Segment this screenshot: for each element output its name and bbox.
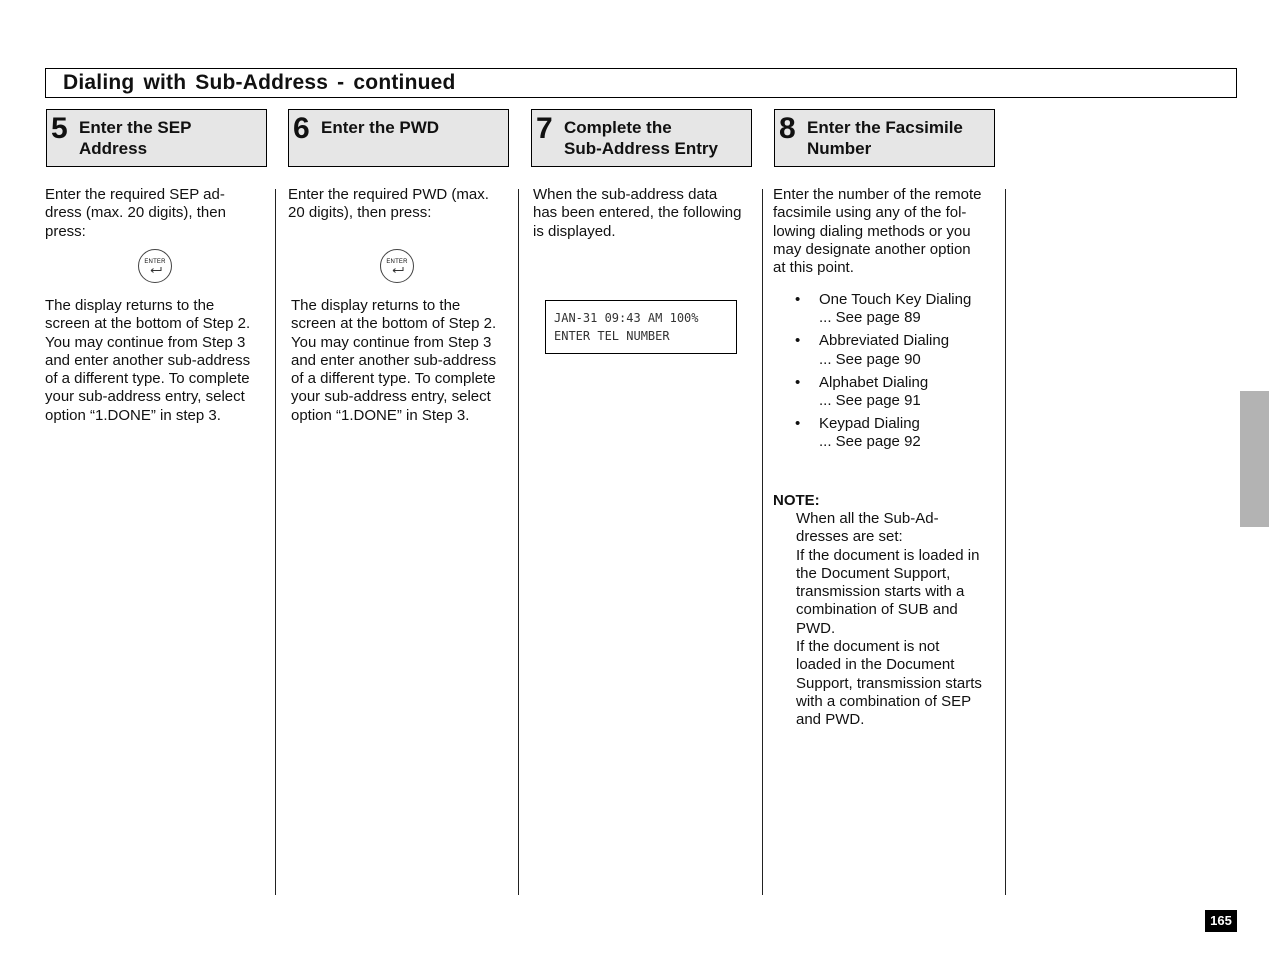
text-line: screen at the bottom of Step 2.	[45, 315, 251, 333]
text-line: and PWD.	[796, 711, 865, 729]
text-line: your sub-address entry, select	[45, 388, 245, 406]
column-divider	[762, 189, 763, 895]
step-5-header	[46, 109, 267, 167]
step-number: 5	[51, 112, 68, 145]
text-line: dresses are set:	[796, 528, 903, 546]
method-name: Keypad Dialing	[819, 414, 920, 432]
text-line: You may continue from Step 3	[291, 333, 492, 351]
step-title-line: Sub-Address Entry	[564, 139, 718, 158]
list-item	[795, 374, 995, 411]
step-number: 6	[293, 112, 310, 145]
text-line: screen at the bottom of Step 2.	[291, 315, 497, 333]
bullet-icon: •	[795, 332, 801, 350]
text-line: You may continue from Step 3	[45, 333, 246, 351]
text-line: has been entered, the following	[533, 204, 742, 222]
dialing-methods-list	[795, 291, 995, 456]
method-name: Alphabet Dialing	[819, 373, 929, 391]
step-title	[564, 117, 718, 159]
bullet-icon: •	[795, 414, 801, 432]
step-8-intro	[773, 186, 1003, 277]
step-title-line: Number	[807, 139, 872, 158]
step-title-line: Enter the PWD	[321, 118, 440, 137]
text-line: loaded in the Document	[796, 656, 955, 674]
text-line: and enter another sub-address	[45, 351, 251, 369]
method-name: One Touch Key Dialing	[819, 291, 972, 308]
list-item	[795, 415, 995, 452]
text-line: lowing dialing methods or you	[773, 222, 971, 240]
display-line: JAN-31 09:43 AM 100%	[554, 311, 699, 325]
note-label: NOTE:	[773, 492, 820, 509]
text-line: When the sub-address data	[533, 186, 718, 203]
column-divider	[518, 189, 519, 895]
bullet-icon: •	[795, 373, 801, 391]
text-line: transmission starts with a	[796, 583, 965, 601]
text-line: the Document Support,	[796, 564, 951, 582]
text-line: Enter the required SEP ad-	[45, 186, 225, 203]
section-title-bar	[45, 68, 1237, 98]
enter-key-label: ENTER	[144, 259, 166, 265]
page-reference: ... See page 90	[819, 350, 921, 368]
text-line: PWD.	[796, 619, 836, 637]
text-line: combination of SUB and	[796, 601, 958, 619]
text-line: may designate another option	[773, 240, 971, 258]
return-arrow-icon	[149, 267, 163, 273]
method-name: Abbreviated Dialing	[819, 332, 950, 350]
text-line: of a different type. To complete	[45, 370, 250, 388]
step-title	[321, 117, 439, 138]
text-line: is displayed.	[533, 222, 616, 240]
page-reference: ... See page 91	[819, 391, 921, 409]
text-line: with a combination of SEP	[796, 692, 972, 710]
step-title	[79, 117, 191, 159]
step-6-intro	[288, 186, 513, 223]
text-line: facsimile using any of the fol-	[773, 204, 967, 222]
enter-key-icon	[380, 249, 414, 283]
step-title	[807, 117, 963, 159]
text-line: The display returns to the	[291, 297, 461, 314]
return-arrow-icon	[391, 267, 405, 273]
text-line: Support, transmission starts	[796, 674, 982, 692]
step-title-line: Enter the SEP	[79, 118, 192, 137]
step-number: 7	[536, 112, 553, 145]
display-line: ENTER TEL NUMBER	[554, 329, 670, 343]
text-line: When all the Sub-Ad-	[796, 510, 939, 527]
step-title-line: Complete the	[564, 118, 672, 137]
text-line: The display returns to the	[45, 297, 215, 314]
text-line: your sub-address entry, select	[291, 388, 491, 406]
step-number: 8	[779, 112, 796, 145]
column-divider	[275, 189, 276, 895]
step-6-body	[291, 297, 517, 425]
step-title-line: Enter the Facsimile	[807, 118, 963, 137]
text-line: press:	[45, 222, 86, 240]
step-7-header	[531, 109, 752, 167]
text-line: Enter the number of the remote	[773, 186, 982, 203]
text-line: dress (max. 20 digits), then	[45, 204, 226, 222]
text-line: of a different type. To complete	[291, 370, 496, 388]
bullet-icon: •	[795, 291, 801, 308]
page-number: 165	[1205, 910, 1237, 932]
step-7-intro	[533, 186, 759, 241]
step-title-line: Address	[79, 139, 148, 158]
step-5-intro	[45, 186, 270, 241]
chapter-side-tab	[1240, 391, 1269, 527]
note-body	[796, 510, 996, 730]
enter-key-label: ENTER	[386, 259, 408, 265]
text-line: 20 digits), then press:	[288, 204, 432, 222]
page-reference: ... See page 89	[819, 309, 921, 327]
text-line: If the document is loaded in	[796, 546, 980, 564]
page-title: Dialing with Sub-Address - continued	[63, 71, 456, 94]
text-line: Enter the required PWD (max.	[288, 186, 489, 203]
text-line: option “1.DONE” in Step 3.	[291, 406, 470, 424]
text-line: option “1.DONE” in step 3.	[45, 406, 221, 424]
step-8-header	[774, 109, 995, 167]
enter-key-icon	[138, 249, 172, 283]
page-reference: ... See page 92	[819, 433, 921, 451]
text-line: If the document is not	[796, 638, 940, 656]
lcd-display	[545, 300, 737, 354]
text-line: and enter another sub-address	[291, 351, 497, 369]
step-5-body	[45, 297, 273, 425]
list-item	[795, 291, 995, 328]
step-6-header	[288, 109, 509, 167]
column-divider	[1005, 189, 1006, 895]
text-line: at this point.	[773, 259, 854, 277]
list-item	[795, 332, 995, 369]
